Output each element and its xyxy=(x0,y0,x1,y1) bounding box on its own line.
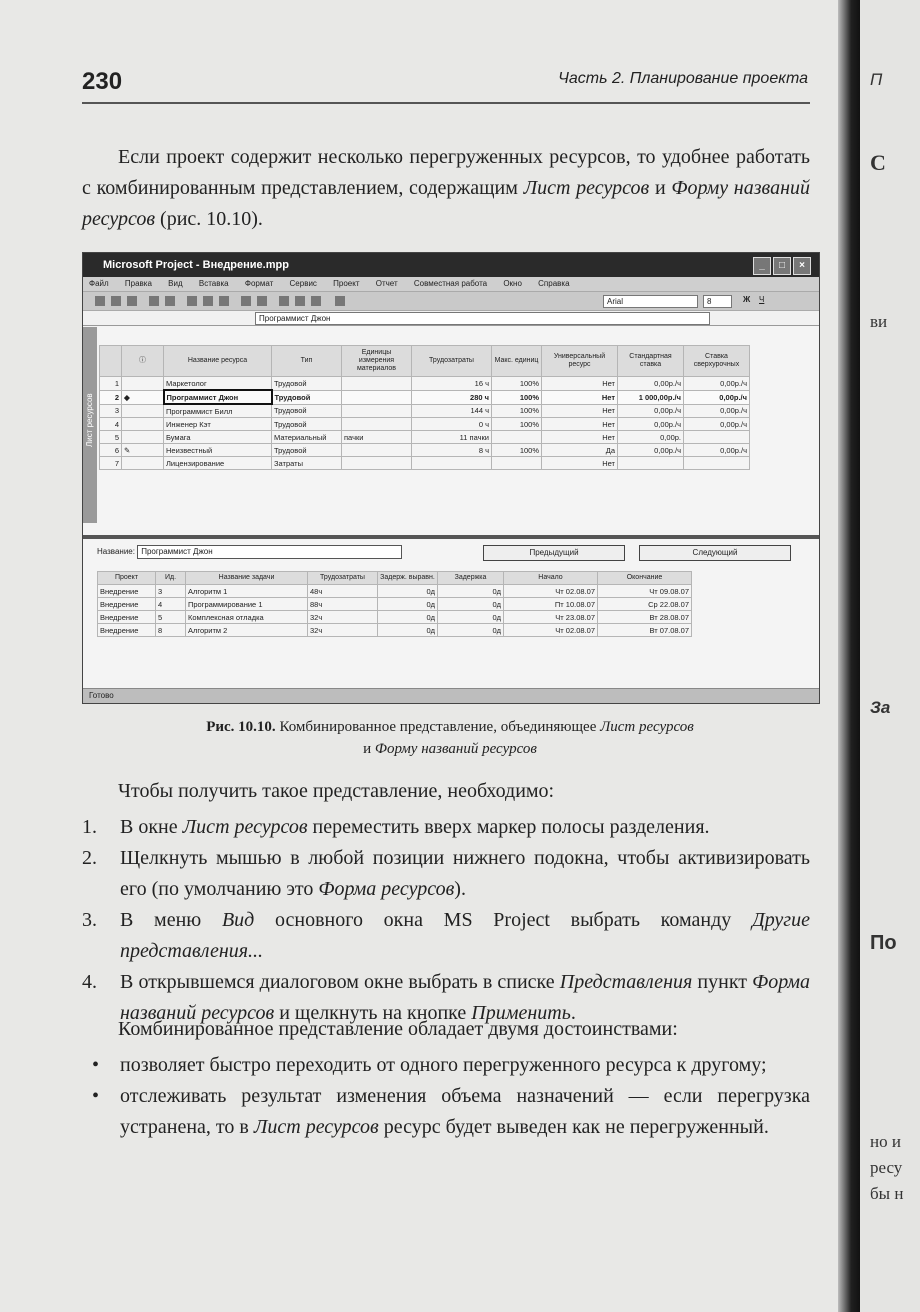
underline-button[interactable]: Ч xyxy=(759,295,765,304)
font-select[interactable]: Arial xyxy=(603,295,698,308)
save-icon[interactable] xyxy=(127,296,137,306)
list-item: • позволяет быстро переходить от одного перегруженного ресурса к другому; xyxy=(92,1054,767,1076)
list-item: 4. В открывшемся диалоговом окне выбрать в списке Представления пункт Форма названий ресурсов и щелкнуть на кнопке Применить. xyxy=(82,971,810,1024)
col-header-std-rate[interactable]: Стандартная ставка xyxy=(618,346,684,377)
col-header-task-name[interactable]: Название задачи xyxy=(186,572,308,585)
menu-format[interactable]: Формат xyxy=(244,279,274,288)
table-row[interactable]: 4 Инженер Кэт Трудовой 0 ч 100% Нет 0,00р./ч 0,00р./ч xyxy=(100,418,750,431)
entry-field[interactable]: Программист Джон xyxy=(255,312,710,325)
assign-icon[interactable] xyxy=(335,296,345,306)
assignments-table xyxy=(97,571,692,637)
col-header-task-id[interactable]: Ид. xyxy=(156,572,186,585)
table-row[interactable]: Внедрение 5 Комплексная отладка 32ч 0д 0д Чт 23.08.07 Вт 28.08.07 xyxy=(98,611,692,624)
cut-icon[interactable] xyxy=(187,296,197,306)
undo-icon[interactable] xyxy=(241,296,251,306)
status-bar: Готово xyxy=(83,688,820,703)
col-header-type[interactable]: Тип xyxy=(272,346,342,377)
header-rule xyxy=(82,102,810,104)
menu-project[interactable]: Проект xyxy=(333,279,360,288)
menu-edit[interactable]: Правка xyxy=(124,279,152,288)
table-row[interactable]: 3 Программист Билл Трудовой 144 ч 100% Нет 0,00р./ч 0,00р./ч xyxy=(100,404,750,418)
col-header-ovt-rate[interactable]: Ставка сверхурочных xyxy=(684,346,750,377)
col-header-task-work[interactable]: Трудозатраты xyxy=(308,572,378,585)
view-bar-label: Лист ресурсов xyxy=(85,393,94,447)
table-row[interactable]: Внедрение 4 Программирование 1 88ч 0д 0д Пт 10.08.07 Ср 22.08.07 xyxy=(98,598,692,611)
running-head: Часть 2. Планирование проекта xyxy=(558,70,808,87)
resource-sheet-table xyxy=(99,345,750,470)
advantages-intro: Комбинированное представление обладает двумя достоинствами: xyxy=(118,1018,678,1040)
intro-paragraph: Если проект содержит несколько перегруженных ресурсов, то удобнее работать с комбинированным представлением, содержащим Лист ресурсов и Форму названий ресурсов (рис. 10.10). xyxy=(82,146,810,230)
split-bar[interactable] xyxy=(83,535,819,539)
facing-text: За xyxy=(870,698,891,717)
menu-file[interactable]: Файл xyxy=(89,279,109,288)
bold-button[interactable]: Ж xyxy=(743,295,751,304)
col-header-generic[interactable]: Универсальный ресурс xyxy=(542,346,618,377)
facing-page-edge xyxy=(860,0,920,1312)
menu-report[interactable]: Отчет xyxy=(375,279,398,288)
page-number: 230 xyxy=(82,68,123,95)
table-row[interactable]: 7 Лицензирование Затраты Нет xyxy=(100,457,750,470)
list-item: 2. Щелкнуть мышью в любой позиции нижнего подокна, чтобы активизировать его (по умолчанию это Форма ресурсов). xyxy=(82,847,810,900)
col-header-leveling-delay[interactable]: Задерж. выравн. xyxy=(378,572,438,585)
menu-bar xyxy=(83,277,819,291)
col-header-name[interactable]: Название ресурса xyxy=(164,346,272,377)
ms-project-screenshot xyxy=(82,252,820,704)
table-row[interactable]: Внедрение 8 Алгоритм 2 32ч 0д 0д Чт 02.08.07 Вт 07.08.07 xyxy=(98,624,692,637)
facing-text: бы н xyxy=(870,1184,904,1203)
menu-tools[interactable]: Сервис xyxy=(289,279,317,288)
font-size-select[interactable]: 8 xyxy=(703,295,732,308)
col-header-project[interactable]: Проект xyxy=(98,572,156,585)
resource-name-form xyxy=(83,541,819,681)
menu-window[interactable]: Окно xyxy=(503,279,522,288)
assignments-header xyxy=(98,572,692,585)
resource-sheet-header xyxy=(100,346,750,377)
advantages-list xyxy=(82,1050,810,1143)
split-icon[interactable] xyxy=(311,296,321,306)
book-spine xyxy=(838,0,860,1312)
unlink-icon[interactable] xyxy=(295,296,305,306)
maximize-icon[interactable]: □ xyxy=(773,257,791,275)
facing-text: По xyxy=(870,932,897,954)
steps-intro: Чтобы получить такое представление, необходимо: xyxy=(118,780,555,802)
menu-help[interactable]: Справка xyxy=(538,279,570,288)
previous-button[interactable]: Предыдущий xyxy=(483,545,625,561)
facing-text: С xyxy=(870,150,886,175)
table-row[interactable]: 6 ✎ Неизвестный Трудовой 8 ч 100% Да 0,00р./ч 0,00р./ч xyxy=(100,444,750,457)
col-header-id[interactable] xyxy=(100,346,122,377)
overallocated-icon: ◆ xyxy=(122,390,164,404)
figure-caption: Рис. 10.10. Комбинированное представление, объединяющее Лист ресурсов и Форму названий ресурсов xyxy=(206,719,694,757)
view-bar xyxy=(83,327,97,523)
window-titlebar xyxy=(83,253,819,277)
toolbar xyxy=(83,291,819,311)
col-header-work[interactable]: Трудозатраты xyxy=(412,346,492,377)
col-header-material-units[interactable]: Единицы измерения материалов xyxy=(342,346,412,377)
menu-view[interactable]: Вид xyxy=(168,279,183,288)
menu-insert[interactable]: Вставка xyxy=(198,279,229,288)
table-row[interactable]: 2 ◆ Программист Джон Трудовой 280 ч 100% Нет 1 000,00р./ч 0,00р./ч xyxy=(100,390,750,404)
facing-text: но и xyxy=(870,1132,901,1151)
entry-bar xyxy=(83,311,819,326)
table-row[interactable]: 5 Бумага Материальный пачки 11 пачки Нет 0,00р. xyxy=(100,431,750,444)
table-row[interactable]: Внедрение 3 Алгоритм 1 48ч 0д 0д Чт 02.08.07 Чт 09.08.07 xyxy=(98,585,692,598)
col-header-delay[interactable]: Задержка xyxy=(438,572,504,585)
menu-collaborate[interactable]: Совместная работа xyxy=(413,279,488,288)
col-header-indicator[interactable]: ⓘ xyxy=(122,346,164,377)
list-item: • отслеживать результат изменения объема назначений — если перегрузка устранена, то в Лист ресурсов ресурс будет выведен как не перегруженный. xyxy=(92,1085,810,1138)
close-icon[interactable]: × xyxy=(793,257,811,275)
facing-text: ви xyxy=(870,312,888,331)
facing-text: ресу xyxy=(870,1158,903,1177)
list-item: 3. В меню Вид основного окна MS Project выбрать команду Другие представления... xyxy=(82,909,810,962)
window-title: Microsoft Project - Внедрение.mpp xyxy=(103,259,289,271)
paste-icon[interactable] xyxy=(219,296,229,306)
col-header-max-units[interactable]: Макс. единиц xyxy=(492,346,542,377)
redo-icon[interactable] xyxy=(257,296,267,306)
preview-icon[interactable] xyxy=(165,296,175,306)
copy-icon[interactable] xyxy=(203,296,213,306)
list-item: 1. В окне Лист ресурсов переместить вверх маркер полосы разделения. xyxy=(82,816,710,838)
print-icon[interactable] xyxy=(149,296,159,306)
minimize-icon[interactable]: _ xyxy=(753,257,771,275)
next-button[interactable]: Следующий xyxy=(639,545,791,561)
new-icon[interactable] xyxy=(95,296,105,306)
name-row xyxy=(97,545,402,559)
open-icon[interactable] xyxy=(111,296,121,306)
col-header-start[interactable]: Начало xyxy=(504,572,598,585)
facing-text: П xyxy=(870,70,883,89)
table-row[interactable]: 1 Маркетолог Трудовой 16 ч 100% Нет 0,00р./ч 0,00р./ч xyxy=(100,377,750,391)
name-input[interactable]: Программист Джон xyxy=(137,545,402,559)
link-icon[interactable] xyxy=(279,296,289,306)
name-label: Название: xyxy=(97,547,135,557)
note-icon: ✎ xyxy=(122,444,164,457)
col-header-finish[interactable]: Окончание xyxy=(598,572,692,585)
steps-list xyxy=(82,812,810,1029)
